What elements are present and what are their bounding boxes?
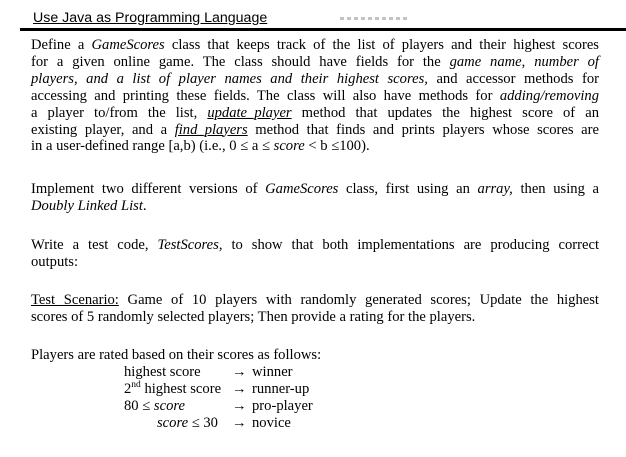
score-variable: score [273,138,305,155]
class-name-gamescores: GameScores [265,181,339,197]
ordinal-suffix: nd [131,380,141,390]
text-run: Players are rated based on their scores as follows: [31,347,322,363]
ratings-intro [31,347,599,364]
text-run: ≤ 30 [188,415,218,431]
right-arrow-icon: → [232,415,247,431]
text-run: outputs: [31,253,79,270]
method-adding-removing: adding/removing [499,87,599,104]
text-run: < b ≤100). [304,138,370,155]
rating-condition [124,398,185,415]
method-find-players: find_players [174,121,248,138]
header-bleed-through-marks [340,17,410,20]
right-arrow-icon: → [232,398,247,414]
doubly-linked-list-term: Doubly Linked List [31,197,143,214]
rating-condition [124,364,201,381]
text-run: Write a test code, [31,237,158,253]
field-list-of-players: , and a list of player names and their highest scores, [73,70,428,87]
text-run: highest score [124,364,201,380]
text-run: then using a [512,181,599,197]
class-name-testscores: TestScores [157,237,219,253]
class-name-gamescores: GameScores [91,37,165,53]
test-scenario-paragraph [31,292,599,326]
text-run: Game of 10 players with randomly generated scores; Update the highest [118,292,599,308]
text-run: highest score [140,381,222,397]
text-line [31,347,599,364]
text-line [31,198,599,215]
array-term: array, [477,181,513,197]
text-run: , [521,53,535,70]
text-run: Implement two different versions of [31,181,266,197]
rating-label: winner [252,364,293,380]
text-run: accessing and printing these fields. The class will also have methods for [31,87,500,104]
implement-paragraph [31,181,599,215]
rating-label: pro-player [252,398,313,414]
rating-condition [124,381,221,398]
text-line [31,88,599,105]
rating-label: novice [252,415,291,431]
test-scenario-label: Test Scenario: [31,292,119,308]
method-update-player: update_player [207,104,292,121]
text-run: a player to/from the list, [31,104,208,121]
text-line [31,237,599,254]
text-run: and accessor methods for [427,70,600,87]
text-line [31,105,599,122]
text-line [31,309,599,326]
text-run: class that keeps track of the list of players and their highest scores [164,37,599,53]
text-run: existing player, and a [31,121,175,138]
test-code-paragraph [31,237,599,271]
text-line [31,138,599,155]
text-line [31,54,599,71]
header-title: Use Java as Programming Language [33,10,268,26]
text-line [31,71,599,88]
text-run: 80 ≤ [124,398,154,414]
right-arrow-icon: → [232,381,247,397]
right-arrow-icon: → [232,364,247,380]
text-run: 2 [124,381,132,397]
text-line [31,254,599,271]
score-variable: score [157,415,189,431]
rating-label: runner-up [252,381,310,397]
text-run: for a given online game. The class should have fields for the [31,53,450,70]
text-run: class, first using an [338,181,478,197]
text-run: . [142,197,147,214]
score-variable: score [153,398,185,414]
field-game-name: game name [449,53,522,70]
text-line [31,181,599,198]
header-rule [20,28,626,31]
text-run: Define a [31,37,92,53]
rating-condition [157,415,218,432]
text-run: , to show that both implementations are producing correct [218,237,599,253]
text-run: method that finds and prints players whose scores are [247,121,599,138]
text-run: method that updates the highest score of an [291,104,599,121]
field-number-of: number of [534,53,599,70]
text-run: scores of 5 randomly selected players; Then provide a rating for the players. [31,308,476,325]
text-run: in a user-defined range [a,b) (i.e., 0 ≤ a ≤ [31,138,274,155]
text-line [31,37,599,54]
field-players: players [31,70,74,87]
text-line [31,292,599,309]
intro-paragraph [31,37,599,155]
text-line [31,122,599,139]
